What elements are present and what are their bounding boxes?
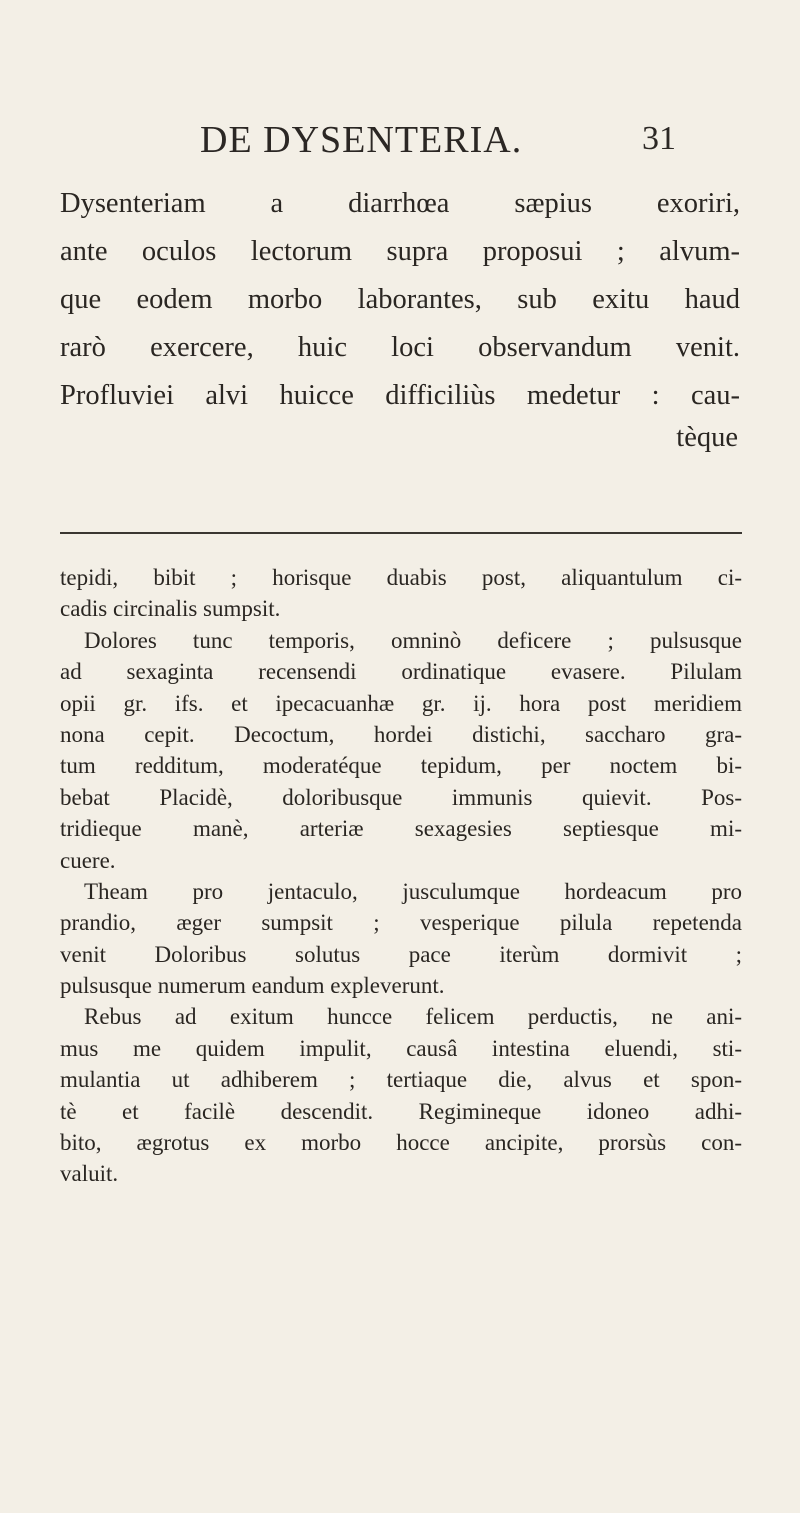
- text-line: venit Doloribus solutus pace iterùm dormivit ;: [60, 941, 742, 967]
- upper-line: rarò exercere, huic loci observandum venit.: [60, 332, 740, 363]
- text-line: bebat Placidè, doloribusque immunis quievit. Pos-: [60, 784, 742, 810]
- upper-line: ante oculos lectorum supra proposui ; alvum-: [60, 236, 740, 267]
- text-line: Rebus ad exitum huncce felicem perductis, ne ani-: [84, 1004, 742, 1030]
- text-line: cadis circinalis sumpsit.: [60, 596, 281, 622]
- catchword-row: [60, 418, 740, 458]
- upper-text-block: [60, 180, 740, 420]
- text-line: ad sexaginta recensendi ordinatique evasere. Pilulam: [60, 659, 742, 685]
- page-divider: [60, 532, 742, 534]
- text-line: tè et facilè descendit. Regimineque idoneo adhi-: [60, 1098, 742, 1124]
- running-head: [0, 118, 800, 168]
- text-line: tridieque manè, arteriæ sexagesies septiesque mi-: [60, 816, 742, 842]
- text-line: Theam pro jentaculo, jusculumque hordeacum pro: [84, 878, 742, 904]
- lower-text-block: [60, 562, 742, 1190]
- upper-line: que eodem morbo laborantes, sub exitu haud: [60, 284, 740, 315]
- text-line: mulantia ut adhiberem ; tertiaque die, alvus et spon-: [60, 1067, 742, 1093]
- text-line: tum redditum, moderatéque tepidum, per noctem bi-: [60, 753, 742, 779]
- text-line: Dolores tunc temporis, omninò deficere ; pulsusque: [84, 627, 742, 653]
- text-line: opii gr. ifs. et ipecacuanhæ gr. ij. hora post meridiem: [60, 690, 742, 716]
- upper-line: Profluviei alvi huicce difficiliùs medetur : cau-: [60, 380, 740, 411]
- text-line: prandio, æger sumpsit ; vesperique pilula repetenda: [60, 910, 742, 936]
- text-line: valuit.: [60, 1161, 119, 1187]
- text-line: tepidi, bibit ; horisque duabis post, aliquantulum ci-: [60, 565, 742, 590]
- text-line: pulsusque numerum eandum expleverunt.: [60, 973, 445, 999]
- text-line: nona cepit. Decoctum, hordei distichi, saccharo gra-: [60, 721, 742, 747]
- text-line: mus me quidem impulit, causâ intestina eluendi, sti-: [60, 1035, 742, 1061]
- text-line: cuere.: [60, 847, 116, 873]
- running-title: DE DYSENTERIA.: [200, 119, 523, 161]
- text-line: bito, ægrotus ex morbo hocce ancipite, prorsùs con-: [60, 1130, 742, 1156]
- page-number: 31: [642, 120, 676, 157]
- catchword: tèque: [676, 422, 738, 453]
- upper-line: Dysenteriam a diarrhœa sæpius exoriri,: [60, 188, 740, 219]
